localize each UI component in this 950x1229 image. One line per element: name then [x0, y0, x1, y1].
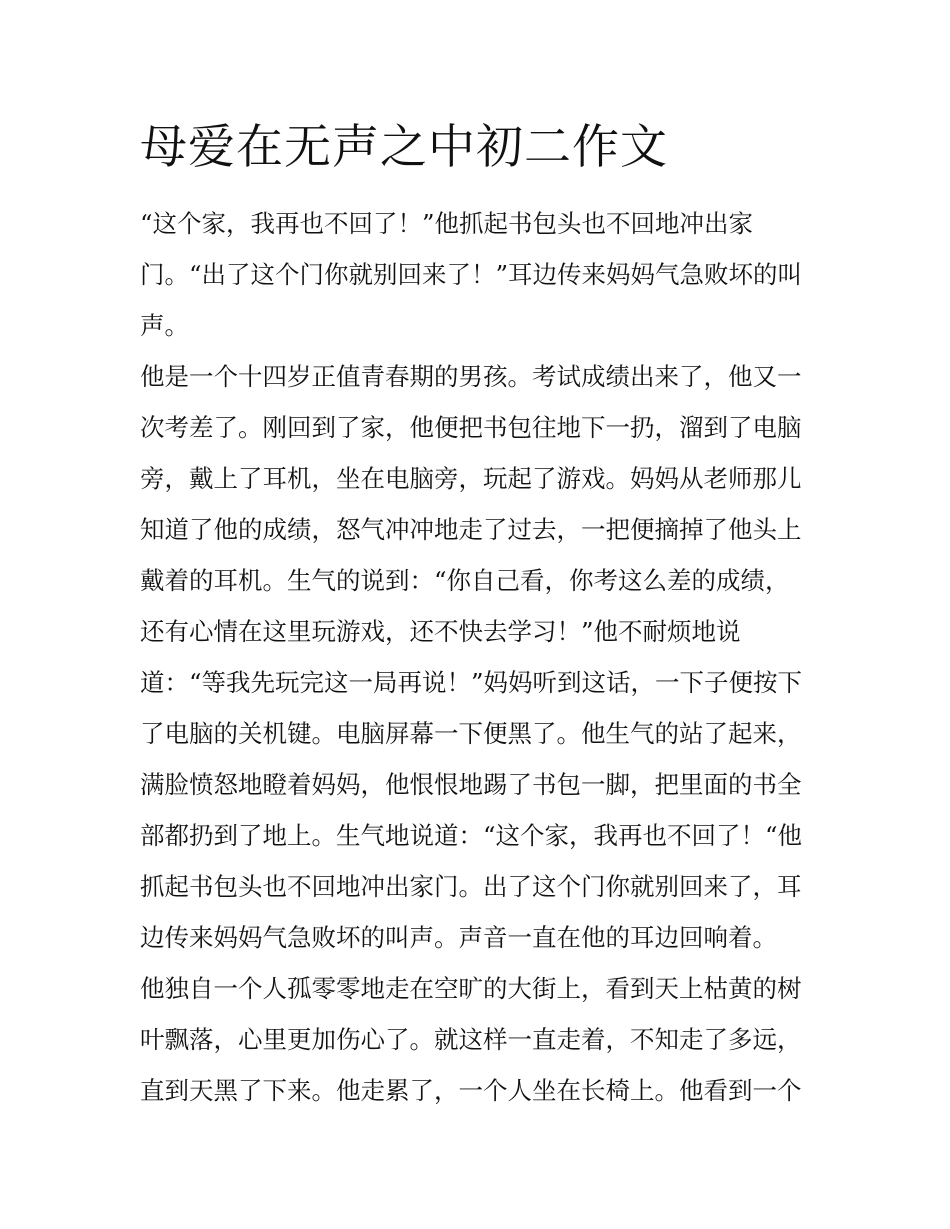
text-line-10: 道：“等我先玩完这一局再说！”妈妈听到这话，一下子便按下: [140, 668, 803, 697]
text-line-16: 他独自一个人孤零零地走在空旷的大街上，看到天上枯黄的树: [140, 974, 802, 1003]
text-line-6: 旁，戴上了耳机，坐在电脑旁，玩起了游戏。妈妈从老师那儿: [140, 464, 802, 493]
text-line-12: 满脸愤怒地瞪着妈妈，他恨恨地踢了书包一脚，把里面的书全: [140, 770, 802, 799]
text-line-5: 次考差了。刚回到了家，他便把书包往地下一扔，溜到了电脑: [140, 413, 802, 442]
text-line-13: 部都扔到了地上。生气地说道：“这个家，我再也不回了！“他: [140, 821, 803, 850]
text-line-7: 知道了他的成绩，怒气冲冲地走了过去，一把便摘掉了他头上: [140, 515, 802, 544]
text-line-14: 抓起书包头也不回地冲出家门。出了这个门你就别回来了，耳: [140, 872, 802, 901]
document-title: 母爱在无声之中初二作文: [140, 120, 668, 175]
text-line-3: 声。: [140, 311, 189, 340]
text-line-2: 门。“出了这个门你就别回来了！”耳边传来妈妈气急败坏的叫: [140, 260, 803, 289]
text-line-18: 直到天黑了下来。他走累了，一个人坐在长椅上。他看到一个: [140, 1076, 802, 1105]
text-line-15: 边传来妈妈气急败坏的叫声。声音一直在他的耳边回响着。: [140, 923, 777, 952]
document-body: [140, 198, 812, 1116]
text-line-4: 他是一个十四岁正值青春期的男孩。考试成绩出来了，他又一: [140, 362, 802, 391]
text-line-1: “这个家，我再也不回了！”他抓起书包头也不回地冲出家: [140, 209, 754, 238]
text-line-11: 了电脑的关机键。电脑屏幕一下便黑了。他生气的站了起来，: [140, 719, 802, 748]
text-line-8: 戴着的耳机。生气的说到：“你自己看，你考这么差的成绩，: [140, 566, 790, 595]
text-line-9: 还有心情在这里玩游戏，还不快去学习！”他不耐烦地说: [140, 617, 741, 646]
text-line-17: 叶飘落，心里更加伤心了。就这样一直走着，不知走了多远，: [140, 1025, 802, 1054]
